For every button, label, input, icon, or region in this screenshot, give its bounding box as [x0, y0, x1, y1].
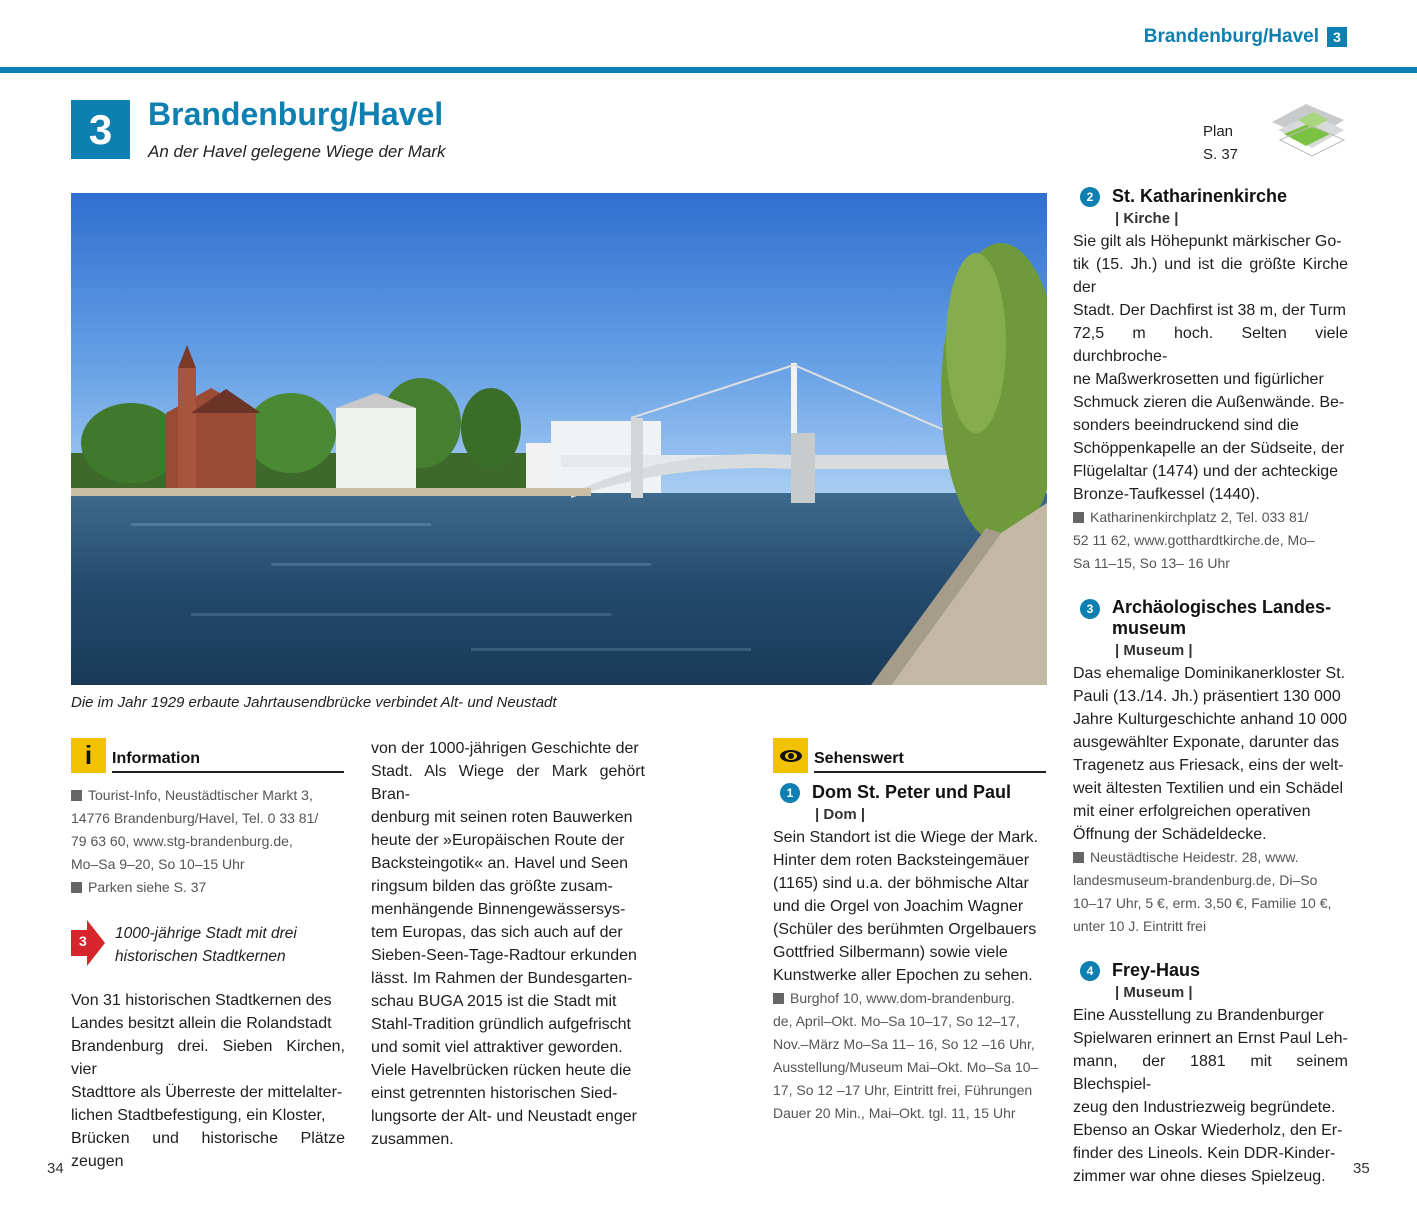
- text-line: Pauli (13./14. Jh.) präsentiert 130 000: [1073, 688, 1341, 705]
- text-line: ausgewählter Exponate, darunter das: [1073, 734, 1339, 751]
- plan-label: Plan: [1203, 123, 1234, 140]
- meta-line: Neustädtische Heidestr. 28, www.: [1073, 846, 1348, 869]
- page-number-right: 35: [1353, 1160, 1370, 1177]
- text-line: Spielwaren erinnert an Ernst Paul Leh-: [1073, 1030, 1348, 1047]
- sight-dom: [773, 782, 1048, 1125]
- text-line: denburg mit seinen roten Bauwerken: [371, 809, 633, 826]
- text-line: menhängende Binnengewässersys-: [371, 901, 626, 918]
- sight-number: 1: [780, 783, 800, 803]
- text-line: Stadt. Als Wiege der Mark gehört Bran-: [371, 763, 645, 803]
- sight-name: St. Katharinenkirche: [1112, 186, 1288, 206]
- bullet-square-icon: [71, 882, 82, 893]
- eye-icon: [773, 738, 808, 773]
- sight-katharinenkirche: [1073, 186, 1348, 575]
- text-line: Tragenetz aus Friesack, eins der welt-: [1073, 757, 1344, 774]
- sight-meta: [1073, 506, 1348, 575]
- information-header: [71, 738, 344, 773]
- sight-description: [1073, 230, 1348, 506]
- meta-line: Sa 11–15, So 13– 16 Uhr: [1073, 555, 1230, 571]
- text-line: Schöppenkapelle an der Südseite, der: [1073, 440, 1345, 457]
- intro-column-1: [71, 989, 345, 1173]
- plan-page: S. 37: [1203, 146, 1239, 163]
- sight-heading: [1080, 186, 1348, 207]
- text-line: einst getrennten historischen Sied-: [371, 1085, 618, 1102]
- text-line: Brandenburg drei. Sieben Kirchen, vier: [71, 1038, 345, 1078]
- text-line: lungsorte der Alt- und Neustadt enger: [371, 1108, 637, 1125]
- text-line: ne Maßwerkrosetten und figürlicher: [1073, 371, 1324, 388]
- text-line: zimmer war ohne dieses Spielzeug.: [1073, 1168, 1326, 1185]
- text-line: Öffnung der Schädeldecke.: [1073, 826, 1267, 843]
- meta-line: 10–17 Uhr, 5 €, erm. 3,50 €, Familie 10 €,: [1073, 895, 1332, 911]
- text-line: Backsteingotik« an. Havel und Seen: [371, 855, 629, 872]
- text-line: Das ehemalige Dominikanerkloster St.: [1073, 665, 1346, 682]
- sight-number: 3: [1080, 599, 1100, 619]
- sight-landesmuseum: [1073, 597, 1348, 938]
- page-number-left: 34: [47, 1160, 64, 1177]
- sight-name: Dom St. Peter und Paul: [812, 782, 1012, 802]
- running-head-number: 3: [1327, 27, 1347, 47]
- text-line: von der 1000-jährigen Geschichte der: [371, 740, 639, 757]
- photo-caption: Die im Jahr 1929 erbaute Jahrtausendbrücke verbindet Alt- und Neustadt: [71, 694, 557, 711]
- bullet-square-icon: [773, 993, 784, 1004]
- text-line: Von 31 historischen Stadtkernen des: [71, 992, 332, 1009]
- sight-heading: [1080, 597, 1348, 639]
- running-head-title: Brandenburg/Havel: [1143, 26, 1319, 47]
- text-line: Sein Standort ist die Wiege der Mark.: [773, 829, 1039, 846]
- sight-description: [773, 826, 1048, 987]
- bullet-square-icon: [1073, 852, 1084, 863]
- text-line: (Schüler des berühmten Orgelbauers: [773, 921, 1037, 938]
- text-line: Stahl-Tradition gründlich aufgefrischt: [371, 1016, 631, 1033]
- sight-number: 4: [1080, 961, 1100, 981]
- tip-arrow-icon: [71, 920, 105, 966]
- photo-jahrtausendbruecke: [71, 193, 1047, 685]
- sight-type: | Kirche |: [1115, 210, 1179, 227]
- text-line: Stadt. Der Dachfirst ist 38 m, der Turm: [1073, 302, 1346, 319]
- info-icon: i: [71, 738, 106, 773]
- sight-type: | Dom |: [815, 806, 866, 823]
- sight-frey-haus: [1073, 960, 1348, 1188]
- information-line: Mo–Sa 9–20, So 10–15 Uhr: [71, 856, 245, 872]
- text-line: (1165) sind u.a. der böhmische Altar: [773, 875, 1029, 892]
- text-line: Flügelaltar (1474) und der achteckige: [1073, 463, 1339, 480]
- text-line: zusammen.: [371, 1131, 454, 1148]
- text-line: und die Orgel von Joachim Wagner: [773, 898, 1024, 915]
- information-details: [71, 784, 351, 899]
- information-line: 79 63 60, www.stg-brandenburg.de,: [71, 833, 293, 849]
- information-title: Information: [112, 750, 344, 773]
- tip-line: 1000-jährige Stadt mit drei: [115, 925, 297, 942]
- text-line: mann, der 1881 mit seinem Blechspiel-: [1073, 1053, 1348, 1093]
- sight-description: [1073, 1004, 1348, 1188]
- chapter-title: Brandenburg/Havel: [148, 96, 444, 132]
- information-line: Parken siehe S. 37: [71, 876, 351, 899]
- chapter-subtitle: An der Havel gelegene Wiege der Mark: [148, 142, 446, 161]
- sight-type: | Museum |: [1115, 642, 1193, 659]
- text-line: tik (15. Jh.) und ist die größte Kirche der: [1073, 256, 1348, 296]
- text-line: Kunstwerke aller Epochen zu sehen.: [773, 967, 1033, 984]
- text-line: und somit viel attraktiver geworden.: [371, 1039, 623, 1056]
- meta-line: Nov.–März Mo–Sa 11– 16, So 12 –16 Uhr,: [773, 1036, 1035, 1052]
- tip-line: historischen Stadtkernen: [115, 948, 286, 965]
- text-line: Sie gilt als Höhepunkt märkischer Go-: [1073, 233, 1342, 250]
- text-line: Hinter dem roten Backsteingemäuer: [773, 852, 1030, 869]
- text-line: Gottfried Silbermann) sowie viele: [773, 944, 1008, 961]
- intro-column-2: [371, 737, 645, 1151]
- text-line: tem Europas, das sich auch auf der: [371, 924, 623, 941]
- text-line: lässt. Im Rahmen der Bundesgarten-: [371, 970, 633, 987]
- sight-meta: [773, 987, 1048, 1125]
- text-line: mit einer erfolgreichen operativen: [1073, 803, 1311, 820]
- bullet-square-icon: [1073, 512, 1084, 523]
- sehenswert-header: [773, 738, 1046, 773]
- text-line: Landes besitzt allein die Rolandstadt: [71, 1015, 332, 1032]
- sight-number: 2: [1080, 187, 1100, 207]
- text-line: lichen Stadtbefestigung, ein Kloster,: [71, 1107, 326, 1124]
- text-line: finder des Lineols. Kein DDR-Kinder-: [1073, 1145, 1336, 1162]
- sight-description: [1073, 662, 1348, 846]
- photo-illustration: [71, 193, 1047, 685]
- text-line: Eine Ausstellung zu Brandenburger: [1073, 1007, 1324, 1024]
- bullet-square-icon: [71, 790, 82, 801]
- chapter-number-box: 3: [71, 100, 130, 159]
- text-line: weit ältesten Textilien und ein Schädel: [1073, 780, 1344, 797]
- sight-name: Frey-Haus: [1112, 960, 1201, 980]
- sight-name-line: museum: [1112, 618, 1187, 638]
- information-line: Tourist-Info, Neustädtischer Markt 3,: [71, 784, 351, 807]
- text-line: zeug den Industriezweig begründete.: [1073, 1099, 1336, 1116]
- text-line: Jahre Kulturgeschichte anhand 10 000: [1073, 711, 1347, 728]
- text-line: Sieben-Seen-Tage-Radtour erkunden: [371, 947, 637, 964]
- map-icon: [1268, 100, 1348, 158]
- running-head: [1144, 26, 1347, 48]
- meta-line: 17, So 12 –17 Uhr, Eintritt frei, Führungen: [773, 1082, 1033, 1098]
- text-line: 72,5 m hoch. Selten viele durchbroche-: [1073, 325, 1348, 365]
- plan-reference: [1203, 120, 1238, 166]
- sehenswert-title: Sehenswert: [814, 750, 1046, 773]
- text-line: Brücken und historische Plätze zeugen: [71, 1130, 345, 1170]
- sight-heading: [1080, 960, 1348, 981]
- meta-line: Dauer 20 Min., Mai–Okt. tgl. 11, 15 Uhr: [773, 1105, 1016, 1121]
- meta-line: Katharinenkirchplatz 2, Tel. 033 81/: [1073, 506, 1348, 529]
- right-column: [1073, 186, 1348, 1188]
- tip-number: 3: [79, 933, 87, 949]
- sight-name: [1112, 597, 1331, 639]
- sight-name-line: Archäologisches Landes-: [1112, 597, 1332, 617]
- text-line: Ebenso an Oskar Wiederholz, den Er-: [1073, 1122, 1343, 1139]
- text-line: Schmuck zieren die Außenwände. Be-: [1073, 394, 1345, 411]
- text-line: heute der »Europäischen Route der: [371, 832, 625, 849]
- text-line: schau BUGA 2015 ist die Stadt mit: [371, 993, 617, 1010]
- text-line: Viele Havelbrücken rücken heute die: [371, 1062, 632, 1079]
- meta-line: Ausstellung/Museum Mai–Okt. Mo–Sa 10–: [773, 1059, 1039, 1075]
- tour-tip: [71, 920, 297, 968]
- text-line: ringsum bilden das größte zusam-: [371, 878, 613, 895]
- sight-heading: [780, 782, 1048, 803]
- text-line: sonders beeindruckend sind die: [1073, 417, 1299, 434]
- meta-line: 52 11 62, www.gotthardtkirche.de, Mo–: [1073, 532, 1315, 548]
- text-line: Stadttore als Überreste der mittelalter-: [71, 1084, 343, 1101]
- text-line: Bronze-Taufkessel (1440).: [1073, 486, 1260, 503]
- meta-line: unter 10 J. Eintritt frei: [1073, 918, 1207, 934]
- sight-meta: [1073, 846, 1348, 938]
- sight-type: | Museum |: [1115, 984, 1193, 1001]
- information-line: 14776 Brandenburg/Havel, Tel. 0 33 81/: [71, 810, 319, 826]
- meta-line: de, April–Okt. Mo–Sa 10–17, So 12–17,: [773, 1013, 1020, 1029]
- top-rule: [0, 67, 1417, 73]
- tip-text: [115, 920, 297, 968]
- meta-line: landesmuseum-brandenburg.de, Di–So: [1073, 872, 1318, 888]
- meta-line: Burghof 10, www.dom-brandenburg.: [773, 987, 1048, 1010]
